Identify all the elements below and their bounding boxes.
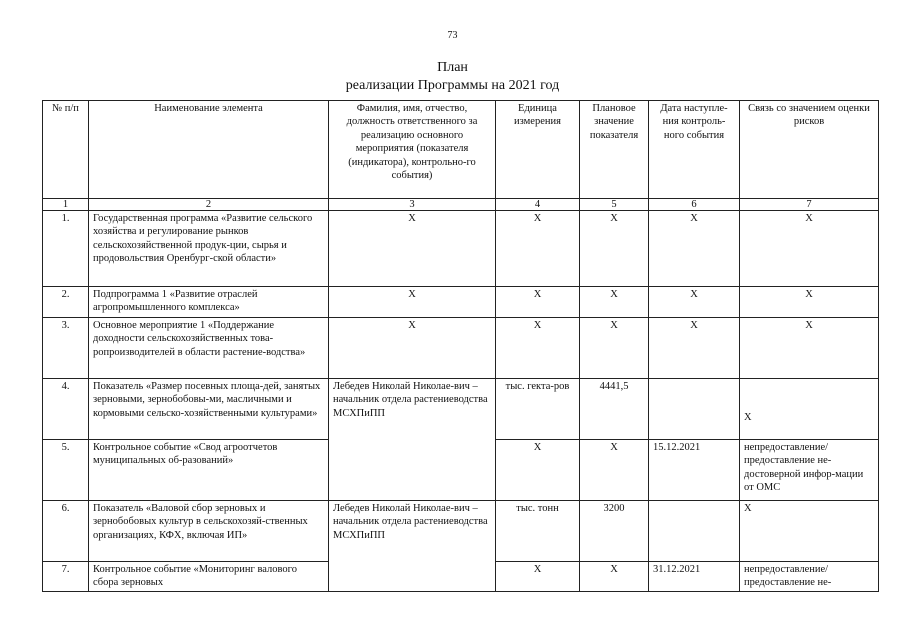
unit: Х bbox=[496, 211, 580, 287]
element-name: Контрольное событие «Свод агроотчетов муниципальных об-разований» bbox=[89, 440, 329, 501]
header-number: № п/п bbox=[43, 101, 89, 199]
column-number: 6 bbox=[649, 199, 740, 211]
program-plan-table bbox=[42, 100, 879, 592]
event-date: Х bbox=[649, 287, 740, 318]
event-date: Х bbox=[649, 318, 740, 379]
element-name: Основное мероприятие 1 «Поддержание доходности сельскохозяйственных това-ропроизводителей в области растение-водства» bbox=[89, 318, 329, 379]
unit: Х bbox=[496, 562, 580, 592]
responsible: Х bbox=[329, 318, 496, 379]
column-number: 3 bbox=[329, 199, 496, 211]
plan-value: 3200 bbox=[580, 501, 649, 562]
unit: Х bbox=[496, 440, 580, 501]
column-number: 4 bbox=[496, 199, 580, 211]
risk-link: непредоставление/ предоставление не- bbox=[740, 562, 879, 592]
table-row bbox=[43, 211, 879, 287]
plan-value: 4441,5 bbox=[580, 379, 649, 440]
table-row bbox=[43, 318, 879, 379]
row-number: 7. bbox=[43, 562, 89, 592]
unit: тыс. тонн bbox=[496, 501, 580, 562]
column-number: 7 bbox=[740, 199, 879, 211]
event-date bbox=[649, 379, 740, 440]
element-name: Контрольное событие «Мониторинг валового сбора зерновых bbox=[89, 562, 329, 592]
column-number-row bbox=[43, 199, 879, 211]
row-number: 1. bbox=[43, 211, 89, 287]
responsible: Лебедев Николай Николае-вич – начальник отдела растениеводства МСХПиПП bbox=[329, 501, 496, 592]
header-plan-value: Плановое значение показателя bbox=[580, 101, 649, 199]
row-number: 3. bbox=[43, 318, 89, 379]
element-name: Показатель «Размер посевных площа-дей, занятых зерновыми, зернобобовы-ми, масличными и кормовыми сельско-хозяйственными культурами» bbox=[89, 379, 329, 440]
header-risk-link: Связь со значением оценки рисков bbox=[740, 101, 879, 199]
table-header-row bbox=[43, 101, 879, 199]
event-date: Х bbox=[649, 211, 740, 287]
responsible: Лебедев Николай Николае-вич – начальник отдела растениеводства МСХПиПП bbox=[329, 379, 496, 501]
table-row bbox=[43, 501, 879, 562]
risk-link: непредоставление/ предоставление не-достоверной инфор-мации от ОМС bbox=[740, 440, 879, 501]
unit: Х bbox=[496, 287, 580, 318]
column-number: 1 bbox=[43, 199, 89, 211]
document-title: План bbox=[437, 60, 468, 75]
header-unit: Единица измерения bbox=[496, 101, 580, 199]
unit: тыс. гекта-ров bbox=[496, 379, 580, 440]
header-responsible: Фамилия, имя, отчество, должность ответственного за реализацию основного мероприятия (показателя (индикатора), контрольно-го события) bbox=[329, 101, 496, 199]
risk-link: Х bbox=[740, 211, 879, 287]
risk-link: Х bbox=[740, 379, 879, 440]
row-number: 4. bbox=[43, 379, 89, 440]
unit: Х bbox=[496, 318, 580, 379]
table-row bbox=[43, 379, 879, 440]
plan-value: Х bbox=[580, 562, 649, 592]
plan-value: Х bbox=[580, 287, 649, 318]
element-name: Подпрограмма 1 «Развитие отраслей агропромышленного комплекса» bbox=[89, 287, 329, 318]
page-number: 73 bbox=[447, 30, 458, 41]
risk-link: Х bbox=[740, 501, 879, 562]
plan-value: Х bbox=[580, 211, 649, 287]
responsible: Х bbox=[329, 287, 496, 318]
event-date bbox=[649, 501, 740, 562]
row-number: 5. bbox=[43, 440, 89, 501]
column-number: 5 bbox=[580, 199, 649, 211]
event-date: 31.12.2021 bbox=[649, 562, 740, 592]
column-number: 2 bbox=[89, 199, 329, 211]
element-name: Государственная программа «Развитие сельского хозяйства и регулирование рынков сельскохозяйственной продук-ции, сырья и продовольствия Оренбург-ской области» bbox=[89, 211, 329, 287]
risk-link: Х bbox=[740, 318, 879, 379]
header-element-name: Наименование элемента bbox=[89, 101, 329, 199]
table-row bbox=[43, 287, 879, 318]
responsible: Х bbox=[329, 211, 496, 287]
row-number: 6. bbox=[43, 501, 89, 562]
plan-value: Х bbox=[580, 318, 649, 379]
document-subtitle: реализации Программы на 2021 год bbox=[345, 78, 560, 93]
element-name: Показатель «Валовой сбор зерновых и зернобобовых культур в сельскохозяй-ственных организациях, КФХ, включая ИП» bbox=[89, 501, 329, 562]
event-date: 15.12.2021 bbox=[649, 440, 740, 501]
plan-value: Х bbox=[580, 440, 649, 501]
row-number: 2. bbox=[43, 287, 89, 318]
risk-link: Х bbox=[740, 287, 879, 318]
header-event-date: Дата наступле-ния контроль-ного события bbox=[649, 101, 740, 199]
